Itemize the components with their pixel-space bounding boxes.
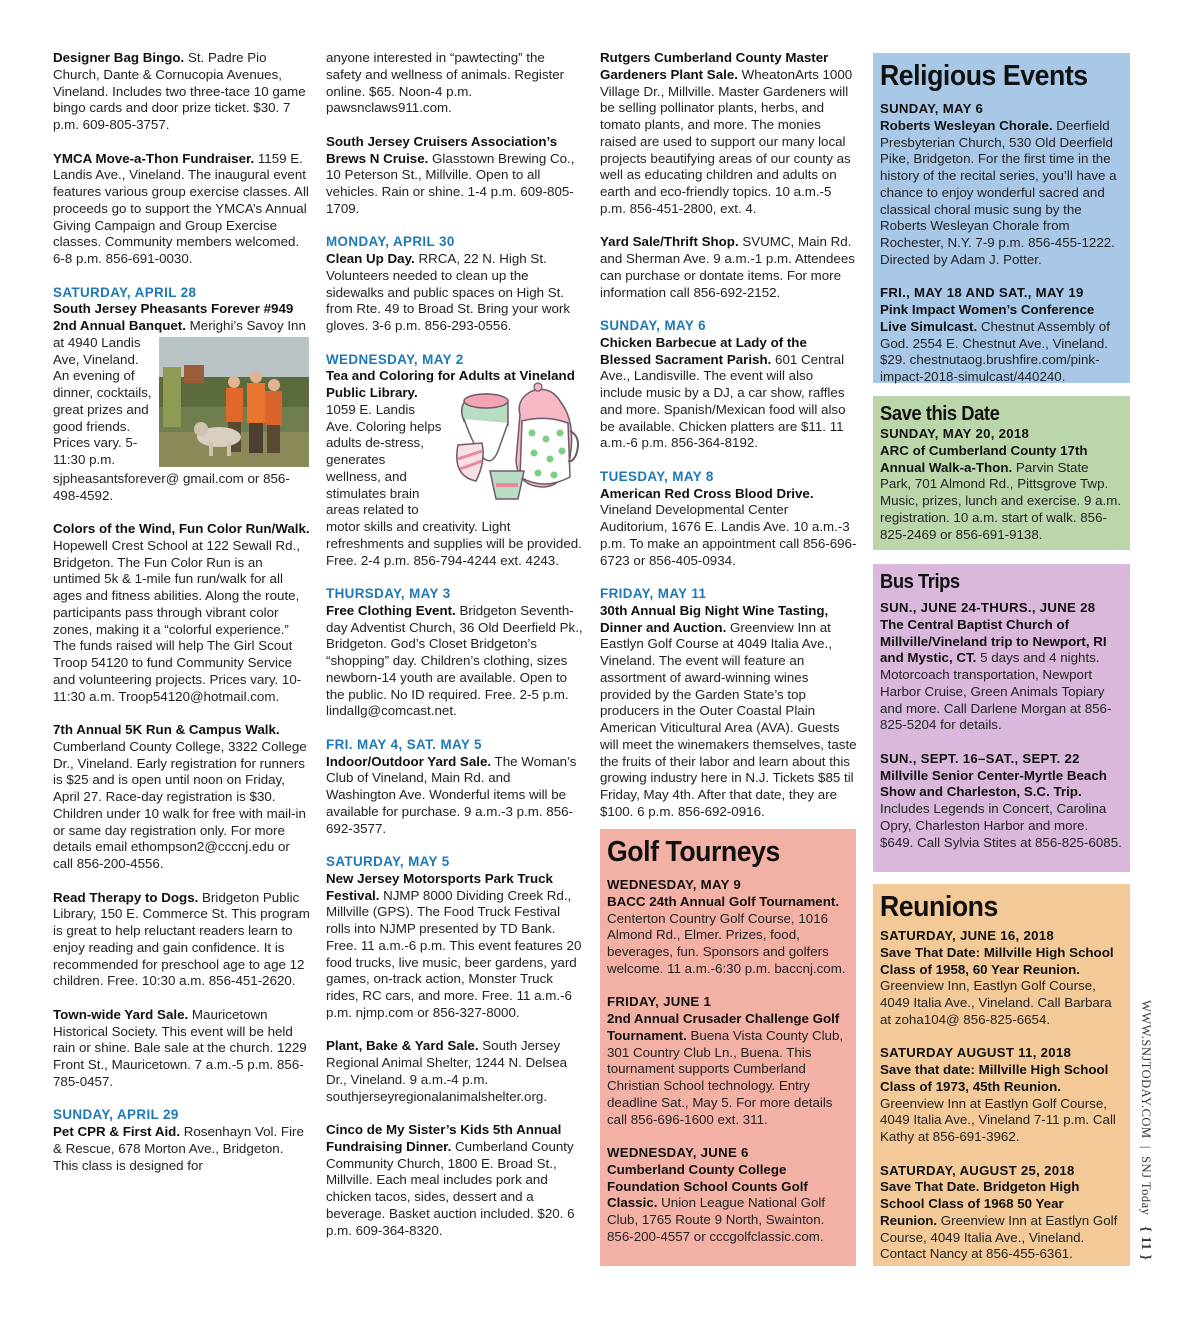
event-title: South Jersey Cruisers Association’s Brews N Cruise. (326, 133, 558, 166)
event-text: Bridgeton Seventh-day Adventist Church, 36 Old Deerfield Pk., Bridgeton. God’s Closet Bridgeton’s “shopping” day. Children’s clothing, sizes newborn-14 youth are available. Open to the public. No ID required. Free. 2-5 p.m. lindallg@comcast.net. (326, 602, 583, 719)
event-date: SATURDAY AUGUST 11, 2018 (880, 1045, 1072, 1061)
bus-heading: Bus Trips (880, 571, 960, 593)
event-title: Indoor/Outdoor Yard Sale. (326, 753, 492, 769)
event-text: Cumberland County Community Church, 1800 E. Broad St., Millville. Each meal includes pork and chicken tacos, sides, dessert and a beverage. Basket auction included. $20. 6 p.m. 609-364-8320. (326, 1138, 575, 1238)
event-listing (607, 1145, 849, 1246)
bus-trips-box (873, 564, 1130, 872)
event-title: Clean Up Day. (326, 251, 415, 266)
event-text: Mauricetown Historical Society. This event will be held rain or shine. Bale sale at the church. 1229 Front St., Mauricetown. 7 a.m.-5 p.m. 856-785-0457. (53, 1006, 307, 1089)
event-listing (600, 469, 858, 570)
event-title: American Red Cross Blood Drive. (600, 485, 814, 501)
event-date: SUN., SEPT. 16–SAT., SEPT. 22 (880, 750, 1080, 766)
event-title: Pink Impact Women’s Conference Live Simulcast. (880, 302, 1095, 334)
event-text: Union League National Golf Club, 1765 Route 9 North, Swainton. 856-200-4557 or cccgolfclassic.com. (607, 1195, 826, 1244)
event-title: New Jersey Motorsports Park Truck Festival. (326, 870, 553, 903)
event-text: 1159 E. Landis Ave., Vineland. The inaugural event features various group exercise classes. All proceeds go to support the YMCA’s Annual Giving Campaign and Group Exercise classes. Community members welcomed. 6-8 p.m. 856-691-0030. (53, 150, 309, 266)
event-title: Plant, Bake & Yard Sale. (326, 1038, 479, 1054)
event-date: SUN., JUNE 24-THURS., JUNE 28 (880, 600, 1096, 615)
religious-events-box (873, 53, 1130, 383)
event-title: Roberts Wesleyan Chorale. (880, 117, 1053, 133)
event-listing (880, 928, 1123, 1029)
event-text: Parvin State Park, 701 Almond Rd., Pittsgrove Twp. Music, prizes, lunch and exercise. 9 a.m. registration. 10 a.m. start of walk. 856-825-2469 or 856-691-9138. (880, 459, 1122, 542)
event-text: Cumberland County College, 3322 College Dr., Vineland. Early registration for runners is $25 and is open until noon on Friday, April 27. Race-day registration is $30. Children under 10 walk for free with mail-in or same day registration only. For more details email ethompson2@cccnj.edu or call 856-200-4556. (53, 738, 307, 871)
event-text: Rosenhayn Vol. Fire & Rescue, 678 Morton Ave., Bridgeton. This class is designed for (53, 1124, 304, 1173)
event-title: YMCA Move-a-Thon Fundraiser. (53, 150, 255, 166)
folio-publication: SNJ Today (1139, 1156, 1153, 1216)
teapot-cups-illustration (446, 381, 582, 505)
folio-page-number: { 11 } (1138, 1226, 1153, 1261)
event-date: SATURDAY, JUNE 16, 2018 (880, 928, 1055, 943)
event-listing (880, 426, 1123, 543)
golf-heading: Golf Tourneys (607, 836, 780, 868)
event-date: FRIDAY, MAY 11 (600, 586, 707, 601)
event-listing (53, 890, 311, 991)
event-listing (53, 722, 311, 873)
event-listing (53, 521, 311, 705)
event-text: Vineland Developmental Center Auditorium, 1676 E. Landis Ave. 10 a.m.-3 p.m. To make an appointment call 856-696-6723 or 856-405-0934. (600, 502, 857, 568)
event-text: St. Padre Pio Church, Dante & Cornucopia Avenues, Vineland. Includes two three-tace 10 game bingo cards and door prize ticket. $30. 7 p.m. 609-805-3757. (53, 50, 306, 132)
event-text: Includes Legends in Concert, Carolina Opry, Charleston Harbor and more. $649. Call Sylvia Stites at 856-825-6085. (880, 801, 1122, 850)
event-listing (607, 994, 849, 1128)
event-text: Greenview Inn at Eastlyn Golf Course, 4049 Italia Ave., Vineland. Contact Nancy at 856-455-6361. (880, 1212, 1118, 1262)
savedate-heading: Save this Date (880, 403, 1000, 425)
event-text: Deerfield Presbyterian Church, 530 Old Deerfield Pike, Bridgeton. For the first time in the history of the recital series, you’ll have a chance to enjoy wonderful sacred and classical choral music sung by the Roberts Wesleyan Chorale from Rochester, N.Y. 7-9 p.m. 856-455-1222. Directed by Adam J. Potter. (880, 117, 1117, 267)
event-text: SVUMC, Main Rd. and Sherman Ave. 9 a.m.-1 p.m. Attendees can purchase or dontate items. For more information call 856-692-2152. (600, 234, 855, 300)
event-title: Yard Sale/Thrift Shop. (600, 234, 739, 250)
event-text: WheatonArts 1000 Village Dr., Millville. Master Gardeners will be selling pollinator plants, herbs, and tomato plants, and more. The monies raised are used to support our many local projects beautifying areas of our county as well as educating children and adults on earth and eco-friendly topics. 10 a.m.-5 p.m. 856-451-2800, ext. 4. (600, 66, 853, 216)
event-text: Hopewell Crest School at 122 Sewall Rd., Bridgeton. The Fun Color Run is an untimed 5k & 1-mile fun run/walk for all ages and fitness abilities. Along the route, participants pass through vibrant color zones, making it a “colorful experience.” The funds raised will help The Girl Scout Troop 54120 to fund Community Service and volunteering projects. Prices vary. 10-11:30 a.m. Troop54120@hotmail.com. (53, 537, 302, 704)
event-text: Glasstown Brewing Co., 10 Peterson St., Millville. Open to all vehicles. Rain or shine. 1-4 p.m. 609-805-1709. (326, 150, 575, 216)
event-text: 5 days and 4 nights. Motorcoach transportation, Newport Harbor Cruise, Green Animals Topiary and more. Call Darlene Morgan at 856-825-5204 for details. (880, 650, 1112, 733)
event-title: Read Therapy to Dogs. (53, 889, 199, 905)
event-listing (880, 1045, 1123, 1146)
event-date: WEDNESDAY, MAY 2 (326, 351, 464, 367)
event-listing (607, 877, 849, 978)
event-text: The Woman’s Club of Vineland, Main Rd. and Washington Ave. Wonderful items will be available for purchase. 9 a.m.-3 p.m. 856-692-3577. (326, 753, 577, 836)
event-text: NJMP 8000 Dividing Creek Rd., Millville (GPS). The Food Truck Festival rolls into NJMP presented by TD Bank. Free. 11 a.m.-6 p.m. This event features 20 food trucks, live music, beer gardens, yard games, on-track action, Monster Truck rides, RC cars, and more. Free. 11 a.m.-6 p.m. njmp.com or 856-327-8000. (326, 887, 582, 1020)
event-date: SUNDAY, MAY 6 (880, 101, 984, 116)
folio-line (1137, 1000, 1153, 1270)
event-listing (600, 50, 858, 218)
reunions-box (873, 884, 1130, 1266)
event-date: WEDNESDAY, JUNE 6 (607, 1145, 749, 1160)
event-date: SATURDAY, AUGUST 25, 2018 (880, 1162, 1075, 1178)
reunions-heading: Reunions (880, 891, 998, 923)
event-date: WEDNESDAY, MAY 9 (607, 877, 742, 892)
event-title: Cinco de My Sister’s Kids 5th Annual Fundraising Dinner. (326, 1122, 562, 1154)
event-date: FRI., MAY 18 AND SAT., MAY 19 (880, 285, 1084, 301)
column-3 (600, 50, 858, 837)
save-this-date-box (873, 396, 1130, 550)
event-text: 1059 E. Landis Ave. Coloring helps adults de-stress, generates wellness, and stimulates brain areas related to motor skills and creativity. Light refreshments and supplies will be provided. Free. 2-4 p.m. 856-794-4244 ext. 4243. (326, 401, 582, 568)
event-listing (53, 285, 311, 505)
event-date: SUNDAY, MAY 20, 2018 (880, 426, 1030, 441)
event-title: Save That Date: Millville High School Class of 1958, 60 Year Reunion. (880, 944, 1114, 977)
event-listing (880, 101, 1123, 269)
event-title: Tea and Coloring for Adults at Vineland Public Library. (326, 368, 575, 400)
event-listing (880, 751, 1123, 852)
event-listing (326, 352, 584, 570)
event-listing (326, 854, 584, 1022)
event-title: BACC 24th Annual Golf Tournament. (607, 893, 840, 909)
event-date: SUNDAY, MAY 6 (600, 318, 706, 333)
event-text: Greenview Inn at Eastlyn Golf Course at 4049 Italia Ave., Vineland. The event will feature an assortment of award-winning wines provided by the Garden State’s top producers in the Outer Coastal Plain American Viticultural Area (AVA). Guests will meet the winemakers themselves, taste the fruits of their labor and learn about this growing industry here in N.J. Tickets $85 til Friday, May 4th. After that date, they are $100. 6 p.m. 856-692-0916. (600, 619, 857, 819)
event-listing (326, 1122, 584, 1239)
event-date: THURSDAY, MAY 3 (326, 586, 451, 601)
event-listing (53, 50, 311, 134)
event-title: Designer Bag Bingo. (53, 50, 185, 65)
event-date: TUESDAY, MAY 8 (600, 468, 714, 484)
event-listing (326, 234, 584, 335)
event-listing (600, 586, 858, 821)
event-text: anyone interested in “pawtecting” the safety and wellness of animals. Register online. $65. Noon-4 p.m. pawsnclaws911.com. (326, 50, 565, 116)
event-title: Millville Senior Center-Myrtle Beach Show and Charleston, S.C. Trip. (880, 767, 1107, 800)
event-date: SATURDAY, APRIL 28 (53, 284, 197, 300)
golf-tourneys-box (600, 829, 856, 1266)
event-listing (880, 1163, 1123, 1264)
event-title: Chicken Barbecue at Lady of the Blessed Sacrament Parish. (600, 334, 807, 367)
event-text: Bridgeton Public Library, 150 E. Commerce St. This program is great to help reluctant readers learn to enjoy reading and gain confidence. It is recommended for preschool age to age 12 children. Free. 10:30 a.m. 856-451-2620. (53, 889, 310, 989)
event-text: South Jersey Regional Animal Shelter, 1244 N. Delsea Dr., Vineland. 9 a.m.-4 p.m. southjerseyregionalanimalshelter.org. (326, 1038, 568, 1104)
column-1 (53, 50, 311, 1191)
event-title: Save that date: Millville High School Class of 1973, 45th Reunion. (880, 1062, 1109, 1094)
event-listing (326, 1038, 584, 1105)
event-title: 30th Annual Big Night Wine Tasting, Dinner and Auction. (600, 602, 829, 635)
event-text: Greenview Inn at Eastlyn Golf Course, 4049 Italia Ave., Vineland 7-11 p.m. Call Kathy at 856-691-3962. (880, 1095, 1116, 1144)
event-listing (53, 1007, 311, 1091)
event-listing (53, 1107, 311, 1174)
religious-heading: Religious Events (880, 60, 1088, 92)
event-date: SUNDAY, APRIL 29 (53, 1107, 179, 1123)
event-title: Rutgers Cumberland County Master Gardeners Plant Sale. (600, 50, 829, 82)
event-date: FRI. MAY 4, SAT. MAY 5 (326, 736, 482, 752)
event-listing (880, 600, 1123, 734)
event-title: Pet CPR & First Aid. (53, 1124, 181, 1139)
event-listing (326, 586, 584, 720)
folio-separator: | (1139, 1145, 1153, 1149)
event-listing (600, 318, 858, 452)
event-text: Chestnut Assembly of God. 2554 E. Chestnut Ave., Vineland. $29. chestnutaog.brushfire.com/pink-impact-2018-simulcast/440240. (880, 318, 1110, 384)
event-text: Buena Vista County Club, 301 Country Club Ln., Buena. This tournament supports Cumberland Christian School technology. Entry deadline Sat., May 5. For more details call 856-696-1600 ext. 311. (607, 1027, 844, 1127)
event-listing (326, 50, 584, 117)
event-text: Merighi’s Savoy Inn at 4940 Landis Ave, Vineland. An evening of dinner, cocktails, great prizes and good friends. Prices vary. 5-11:30 p.m. sjpheasantsforever@ gmail.com or 856-498-4592. (53, 318, 306, 503)
event-title: The Central Baptist Church of Millville/Vineland trip to Newport, RI and Mystic, CT. (880, 616, 1107, 666)
event-title: Free Clothing Event. (326, 602, 456, 618)
event-text: RRCA, 22 N. High St. Volunteers needed to clean up the sidewalks and public spaces on High St. from Rte. 49 to Broad St. Bring your work gloves. 3-6 p.m. 856-293-0556. (326, 251, 570, 333)
event-title: Town-wide Yard Sale. (53, 1006, 189, 1022)
event-text: Greenview Inn, Eastlyn Golf Course, 4049 Italia Ave., Vineland. Call Barbara at zoha104@ 856-825-6654. (880, 978, 1112, 1027)
event-title: Colors of the Wind, Fun Color Run/Walk. (53, 521, 310, 536)
event-title: 7th Annual 5K Run & Campus Walk. (53, 722, 280, 737)
event-title: Cumberland County College Foundation School Counts Golf Classic. (607, 1161, 808, 1211)
page-folio (1131, 1000, 1153, 1270)
event-title: South Jersey Pheasants Forever #949 2nd Annual Banquet. (53, 301, 294, 333)
event-listing (600, 234, 858, 301)
event-date: FRIDAY, JUNE 1 (607, 994, 712, 1010)
folio-site: WWW.SNJTODAY.COM (1139, 1000, 1153, 1139)
event-listing (326, 134, 584, 218)
event-date: MONDAY, APRIL 30 (326, 234, 455, 250)
event-text: 601 Central Ave., Landisville. The event will also include music by a DJ, a car show, raffles and more. Spanish/Mexican food will also be available. Chicken platters are $11. 11 a.m.-6 p.m. 856-364-8192. (600, 351, 846, 451)
event-listing (53, 151, 311, 268)
pheasants-banquet-photo (159, 337, 309, 467)
column-2 (326, 50, 584, 1256)
event-title: Save That Date. Bridgeton High School Class of 1968 50 Year Reunion. (880, 1179, 1080, 1228)
event-text: Centerton Country Golf Course, 1016 Almond Rd., Elmer. Prizes, food, beverages, fun. Sponsors and golfers welcome. 11 a.m.-6:30 p.m. baccnj.com. (607, 910, 846, 976)
event-listing (880, 285, 1123, 386)
event-title: ARC of Cumberland County 17th Annual Walk-a-Thon. (880, 442, 1088, 475)
event-title: 2nd Annual Crusader Challenge Golf Tournament. (607, 1011, 840, 1043)
event-date: SATURDAY, MAY 5 (326, 854, 450, 869)
event-listing (326, 737, 584, 838)
